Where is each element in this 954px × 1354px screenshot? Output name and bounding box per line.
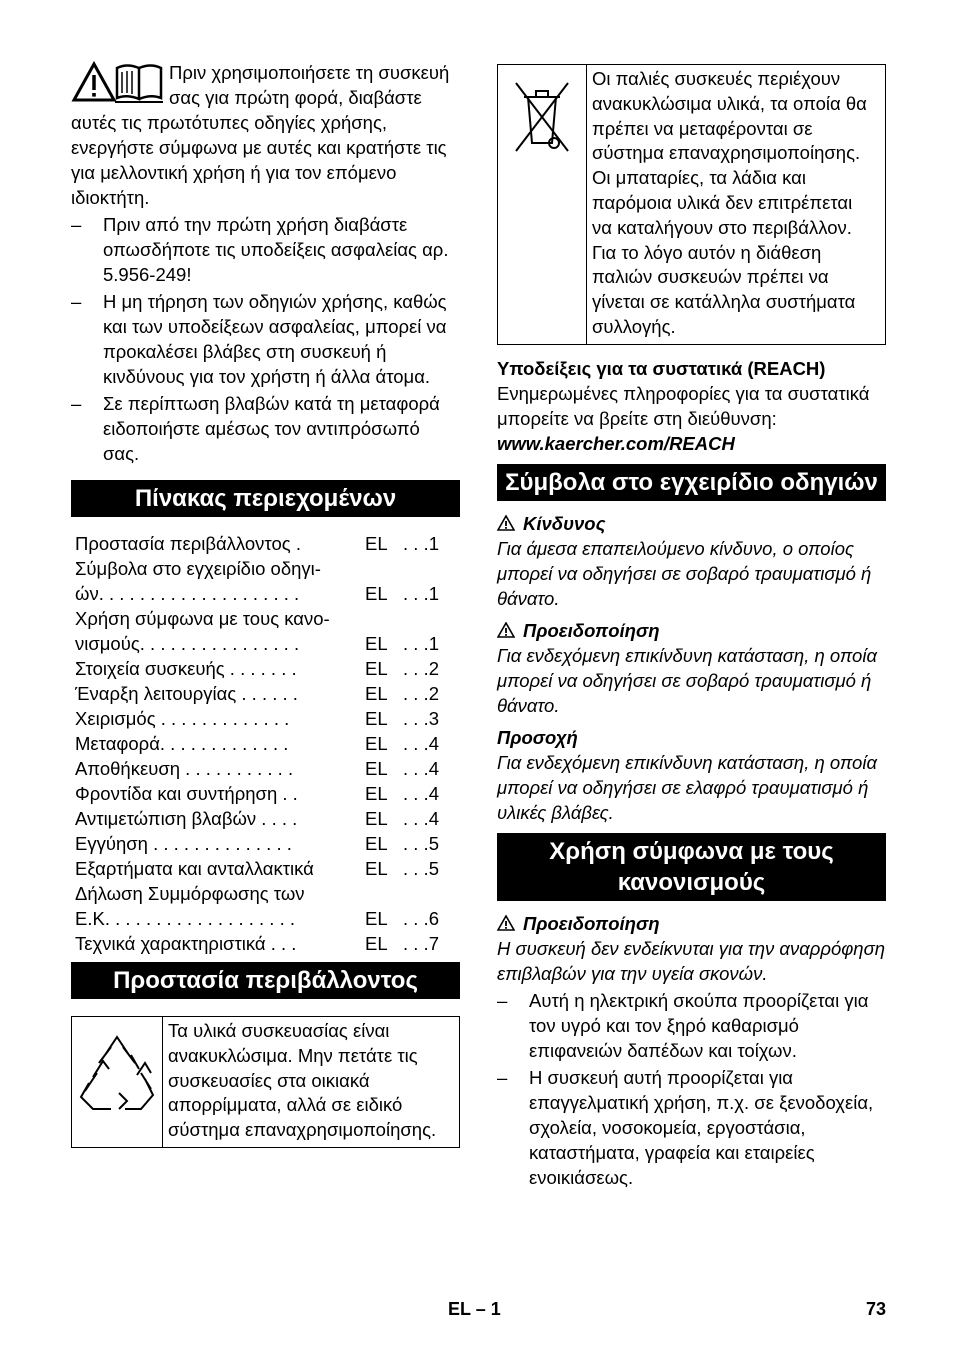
- use-warning-text: Η συσκευή δεν ενδείκνυται για την αναρρόφηση επιβλαβών για την υγεία σκονών.: [497, 937, 886, 984]
- env-heading: Προστασία περιβάλλοντος: [71, 962, 460, 999]
- toc-row[interactable]: [71, 781, 460, 806]
- footer-page-label: EL – 1: [448, 1299, 501, 1319]
- toc-lang: EL: [365, 808, 388, 829]
- toc-page: . . .4: [403, 733, 439, 754]
- safety-bullets: [71, 212, 460, 466]
- reach-url[interactable]: www.kaercher.com/REACH: [497, 432, 735, 454]
- crossed-bin-icon: [498, 65, 587, 344]
- weee-box-text: Οι παλιές συσκευές περιέχουν ανακυκλώσιμα υλικά, τα οποία θα πρέπει να μεταφέρονται σε σύστημα επαναχρησιμοποίησης. Οι μπαταρίες, τα λάδια και παρόμοια υλικά δεν επιτρέπεται να καταλήγουν στο περιβάλλον. Για το λόγο αυτόν η διάθεση παλιών συσκευών πρέπει να γίνεται σε κατάλληλα συστήματα συλλογής.: [592, 68, 867, 337]
- toc-row[interactable]: [71, 831, 460, 856]
- toc-lang: [365, 556, 403, 581]
- reach-title: Υποδείξεις για τα συστατικά (REACH): [497, 357, 826, 379]
- toc-page: . . .5: [403, 858, 439, 879]
- toc-page: . . .2: [403, 683, 439, 704]
- toc-title: Στοιχεία συσκευής . . . . . . .: [75, 658, 297, 679]
- toc-title: Φροντίδα και συντήρηση . .: [75, 783, 298, 804]
- reach-text: Ενημερωμένες πληροφορίες για τα συστατικά μπορείτε να βρείτε στη διεύθυνση:: [497, 382, 870, 429]
- toc-lang: EL: [365, 583, 388, 604]
- toc-row[interactable]: [71, 931, 460, 956]
- toc-page: . . .4: [403, 758, 439, 779]
- caution-text: Για ενδεχόμενη επικίνδυνη κατάσταση, η οποία μπορεί να οδηγήσει σε ελαφρό τραυματισμό ή υλικές βλάβες.: [497, 751, 877, 823]
- toc-lang: EL: [365, 633, 388, 654]
- toc-lang: EL: [365, 758, 388, 779]
- toc-row[interactable]: [71, 706, 460, 731]
- toc-title: Ε.Κ. . . . . . . . . . . . . . . . . . .: [75, 908, 295, 929]
- toc-lang: EL: [365, 833, 388, 854]
- env-box-text: Τα υλικά συσκευασίας είναι ανακυκλώσιμα. Μην πετάτε τις συσκευασίες στα οικιακά απορρίμματα, αλλά σε ειδικό σύστημα επαναχρησιμοποίησης.: [168, 1020, 437, 1141]
- warning-triangle-icon: [71, 60, 163, 104]
- toc-lang: EL: [365, 708, 388, 729]
- warning-signal: Προειδοποίηση: [497, 618, 886, 643]
- toc-title: Προστασία περιβάλλοντος .: [75, 533, 301, 554]
- toc-lang: EL: [365, 908, 388, 929]
- weee-box: [497, 64, 886, 345]
- warning-manual-icons: [71, 60, 163, 104]
- table-of-contents: [71, 531, 460, 956]
- danger-text: Για άμεσα επαπειλούμενο κίνδυνο, ο οποίος μπορεί να οδηγήσει σε σοβαρό τραυματισμό ή θάνατο.: [497, 537, 872, 609]
- danger-signal: Κίνδυνος: [497, 511, 886, 536]
- toc-lang: EL: [365, 683, 388, 704]
- toc-row[interactable]: [71, 806, 460, 831]
- toc-row[interactable]: [71, 581, 460, 606]
- toc-page: [403, 881, 460, 906]
- toc-row[interactable]: [71, 531, 460, 556]
- toc-title: Αντιμετώπιση βλαβών . . . .: [75, 808, 298, 829]
- toc-title: Αποθήκευση . . . . . . . . . . .: [75, 758, 294, 779]
- toc-row[interactable]: [71, 681, 460, 706]
- manual-book-icon: [115, 66, 163, 103]
- list-item: – Σε περίπτωση βλαβών κατά τη μεταφορά ειδοποιήστε αμέσως τον αντιπρόσωπό σας.: [71, 393, 440, 464]
- env-box: [71, 1016, 460, 1148]
- toc-title: Χειρισμός . . . . . . . . . . . . .: [75, 708, 290, 729]
- toc-row[interactable]: [71, 731, 460, 756]
- toc-page: [403, 556, 460, 581]
- use-heading: Χρήση σύμφωνα με τους κανονισμούς: [497, 833, 886, 901]
- toc-page: . . .7: [403, 933, 439, 954]
- list-item: – Αυτή η ηλεκτρική σκούπα προορίζεται για τον υγρό και τον ξηρό καθαρισμό επιφανειών δαπέδων και τοίχων.: [497, 989, 869, 1061]
- page-number: 73: [865, 1299, 886, 1319]
- toc-row[interactable]: [71, 631, 460, 656]
- toc-title: Σύμβολα στο εγχειρίδιο οδηγι-: [75, 558, 321, 579]
- toc-row[interactable]: [71, 556, 460, 581]
- toc-heading: Πίνακας περιεχομένων: [71, 480, 460, 517]
- toc-title: Δήλωση Συμμόρφωσης των: [75, 883, 305, 904]
- toc-title: Εξαρτήματα και ανταλλακτικά: [75, 858, 314, 879]
- toc-lang: EL: [365, 783, 388, 804]
- toc-row[interactable]: [71, 856, 460, 881]
- right-column: [497, 64, 886, 1192]
- toc-page: . . .3: [403, 708, 439, 729]
- toc-page: . . .1: [403, 533, 439, 554]
- warning-triangle-icon: [497, 915, 515, 931]
- toc-page: . . .5: [403, 833, 439, 854]
- list-item: – Πριν από την πρώτη χρήση διαβάστε οπωσδήποτε τις υποδείξεις ασφαλείας αρ. 5.956-249!: [71, 214, 449, 285]
- intro-block: [71, 60, 460, 210]
- toc-page: . . .1: [403, 583, 439, 604]
- left-column: [71, 60, 460, 1148]
- recycle-icon: [72, 1017, 163, 1147]
- use-bullets: [497, 988, 886, 1190]
- toc-title: Χρήση σύμφωνα με τους κανο-: [75, 608, 330, 629]
- toc-title: Τεχνικά χαρακτηριστικά . . .: [75, 933, 297, 954]
- toc-page: . . .2: [403, 658, 439, 679]
- toc-lang: [365, 881, 403, 906]
- toc-title: ών. . . . . . . . . . . . . . . . . . . .: [75, 583, 300, 604]
- toc-row[interactable]: [71, 881, 460, 906]
- intro-text: Πριν χρησιμοποιήσετε τη συσκευή σας για πρώτη φορά, διαβάστε αυτές τις πρωτότυπες οδηγίες χρήσης, ενεργήστε σύμφωνα με αυτές και κρατήστε τις για μελλοντική χρήση ή για τον επόμενο ιδιοκτήτη.: [71, 62, 450, 208]
- toc-row[interactable]: [71, 906, 460, 931]
- symbols-heading: Σύμβολα στο εγχειρίδιο οδηγιών: [497, 464, 886, 501]
- toc-lang: EL: [365, 658, 388, 679]
- toc-page: [403, 606, 460, 631]
- toc-row[interactable]: [71, 656, 460, 681]
- toc-lang: [365, 606, 403, 631]
- toc-lang: EL: [365, 858, 388, 879]
- toc-title: Εγγύηση . . . . . . . . . . . . . .: [75, 833, 292, 854]
- toc-lang: EL: [365, 733, 388, 754]
- list-item: – Η συσκευή αυτή προορίζεται για επαγγελματική χρήση, π.χ. σε ξενοδοχεία, σχολεία, νοσοκομεία, εργοστάσια, καταστήματα, γραφεία και εταιρείες ενοικιάσεως.: [497, 1066, 874, 1188]
- toc-lang: EL: [365, 533, 388, 554]
- toc-page: . . .6: [403, 908, 439, 929]
- warning-triangle-icon: [497, 515, 515, 531]
- toc-title: Έναρξη λειτουργίας . . . . . .: [75, 683, 298, 704]
- toc-page: . . .4: [403, 783, 439, 804]
- warning-text: Για ενδεχόμενη επικίνδυνη κατάσταση, η οποία μπορεί να οδηγήσει σε σοβαρό τραυματισμό ή θάνατο.: [497, 644, 877, 716]
- toc-title: νισμούς. . . . . . . . . . . . . . . .: [75, 633, 300, 654]
- use-warning-signal: Προειδοποίηση: [497, 911, 886, 936]
- toc-row[interactable]: [71, 756, 460, 781]
- toc-title: Μεταφορά. . . . . . . . . . . . .: [75, 733, 289, 754]
- toc-row[interactable]: [71, 606, 460, 631]
- list-item: – Η μη τήρηση των οδηγιών χρήσης, καθώς και των υποδείξεων ασφαλείας, μπορεί να προκαλέσει βλάβες στη συσκευή ή κινδύνους για τον χρήστη ή άλλα άτομα.: [71, 291, 447, 387]
- caution-signal: Προσοχή: [497, 726, 578, 748]
- toc-page: . . .4: [403, 808, 439, 829]
- toc-lang: EL: [365, 933, 388, 954]
- toc-page: . . .1: [403, 633, 439, 654]
- warning-triangle-icon: [497, 622, 515, 638]
